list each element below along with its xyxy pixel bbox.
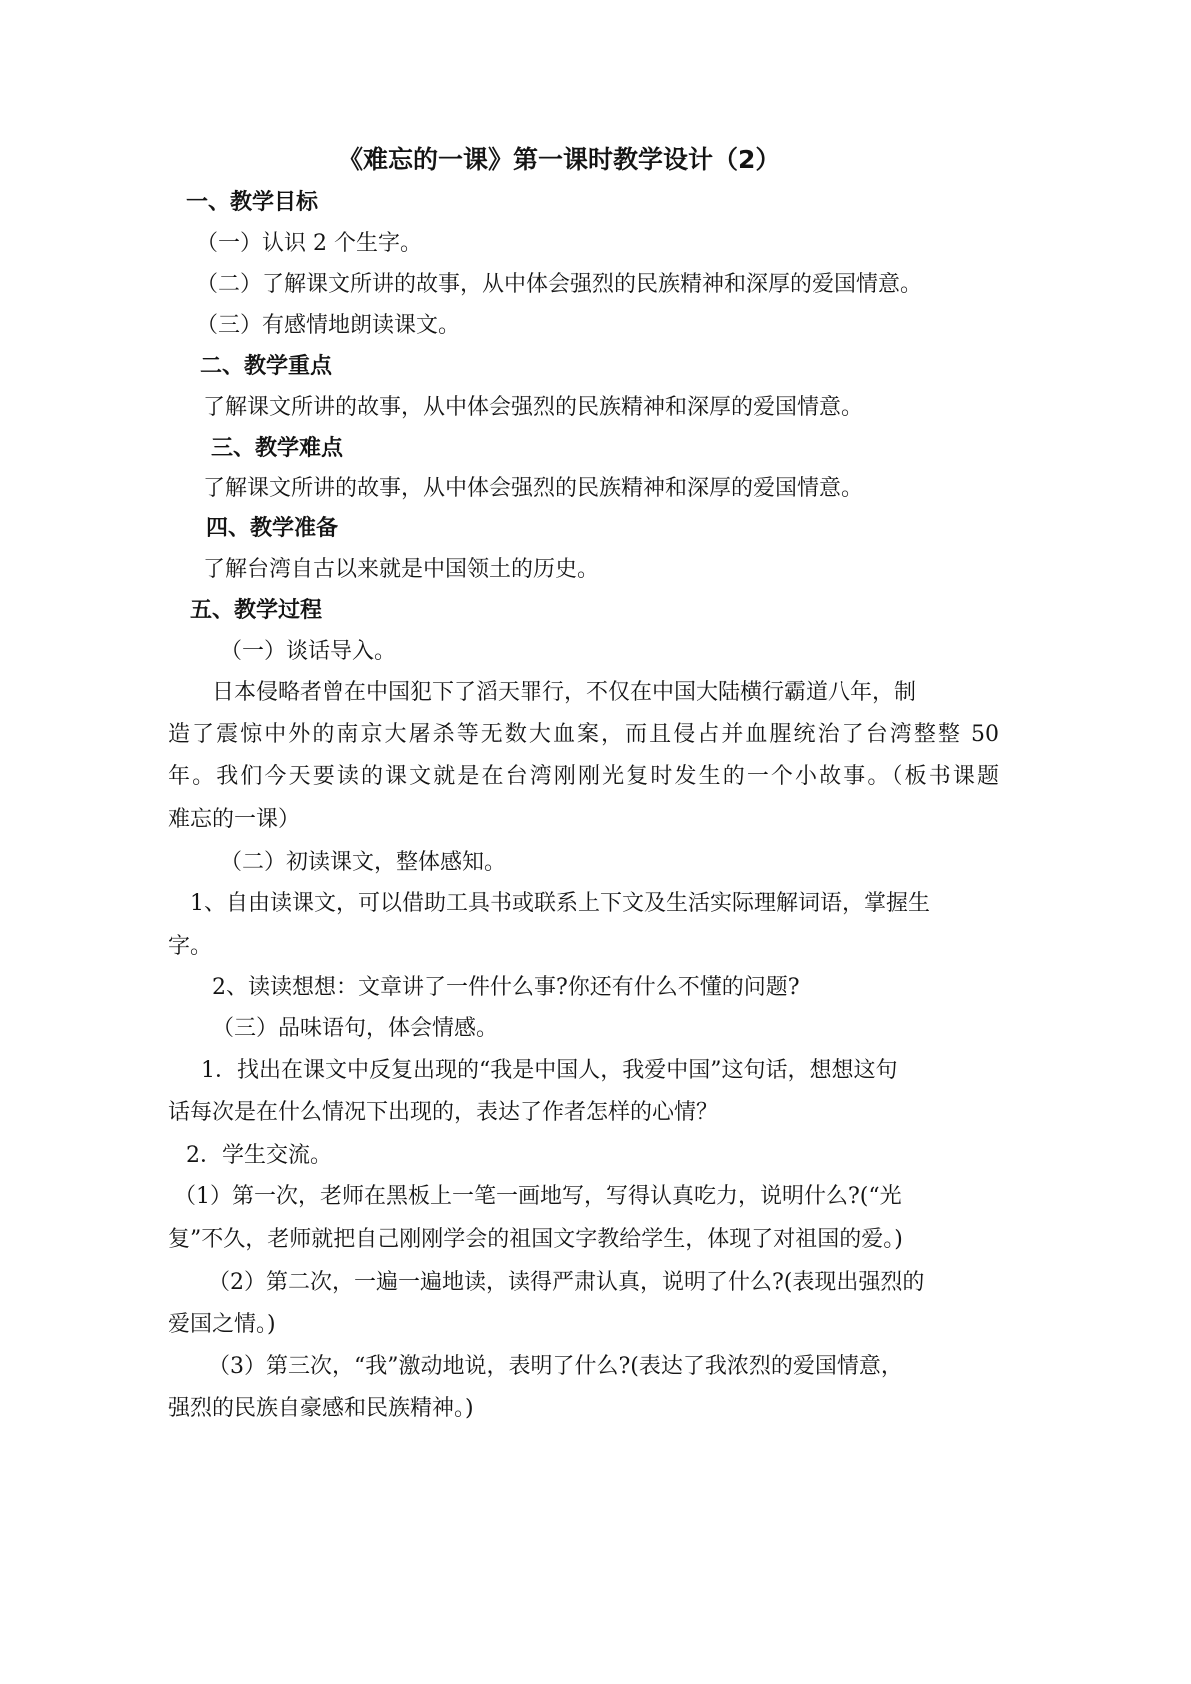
process-step-title: （二）初读课文，整体感知。 <box>220 850 507 875</box>
goal-item: （一）认识 2 个生字。 <box>196 231 422 256</box>
paragraph-line: 1、自由读课文，可以借助工具书或联系上下文及生活实际理解词语，掌握生 <box>190 891 930 916</box>
paragraph-line: 造了震惊中外的南京大屠杀等无数大血案，而且侵占并血腥统治了台湾整整 50 <box>168 722 999 747</box>
section-heading-goals: 一、教学目标 <box>186 190 319 215</box>
process-step-title: （一）谈话导入。 <box>220 639 397 664</box>
document-title: 《难忘的一课》第一课时教学设计（2） <box>338 145 781 174</box>
process-step-title: （三）品味语句，体会情感。 <box>212 1016 499 1041</box>
paragraph-line: 难忘的一课） <box>168 807 301 832</box>
paragraph-line: 2．学生交流。 <box>186 1143 332 1168</box>
section-heading-process: 五、教学过程 <box>190 598 323 623</box>
key-points-text: 了解课文所讲的故事，从中体会强烈的民族精神和深厚的爱国情意。 <box>203 395 864 420</box>
paragraph-line: （2）第二次，一遍一遍地读，读得严肃认真，说明了什么?(表现出强烈的 <box>208 1270 925 1295</box>
section-heading-key-points: 二、教学重点 <box>200 354 333 379</box>
difficulties-text: 了解课文所讲的故事，从中体会强烈的民族精神和深厚的爱国情意。 <box>203 476 864 501</box>
paragraph-line: 1．找出在课文中反复出现的“我是中国人，我爱中国”这句话，想想这句 <box>201 1058 898 1083</box>
paragraph-line: 复”不久，老师就把自己刚刚学会的祖国文字教给学生，体现了对祖国的爱。) <box>168 1227 903 1252</box>
paragraph-line: 年。我们今天要读的课文就是在台湾刚刚光复时发生的一个小故事。（板书课题 <box>168 764 999 789</box>
paragraph-line: （3）第三次，“我”激动地说，表明了什么?(表达了我浓烈的爱国情意， <box>208 1354 903 1379</box>
paragraph-line: 字。 <box>168 934 213 959</box>
section-heading-preparation: 四、教学准备 <box>206 516 339 541</box>
paragraph-line: 强烈的民族自豪感和民族精神。) <box>168 1396 474 1421</box>
goal-item: （三）有感情地朗读课文。 <box>196 313 461 338</box>
preparation-text: 了解台湾自古以来就是中国领土的历史。 <box>203 557 600 582</box>
paragraph-line: 话每次是在什么情况下出现的，表达了作者怎样的心情？ <box>168 1100 719 1125</box>
goal-item: （二）了解课文所讲的故事，从中体会强烈的民族精神和深厚的爱国情意。 <box>196 272 923 297</box>
paragraph-line: 日本侵略者曾在中国犯下了滔天罪行，不仅在中国大陆横行霸道八年，制 <box>212 680 917 705</box>
paragraph-line: 2、读读想想：文章讲了一件什么事?你还有什么不懂的问题? <box>212 975 800 1000</box>
paragraph-line: （1）第一次，老师在黑板上一笔一画地写，写得认真吃力，说明什么?(“光 <box>174 1184 902 1209</box>
paragraph-line: 爱国之情。) <box>168 1312 276 1337</box>
section-heading-difficulties: 三、教学难点 <box>211 436 344 461</box>
